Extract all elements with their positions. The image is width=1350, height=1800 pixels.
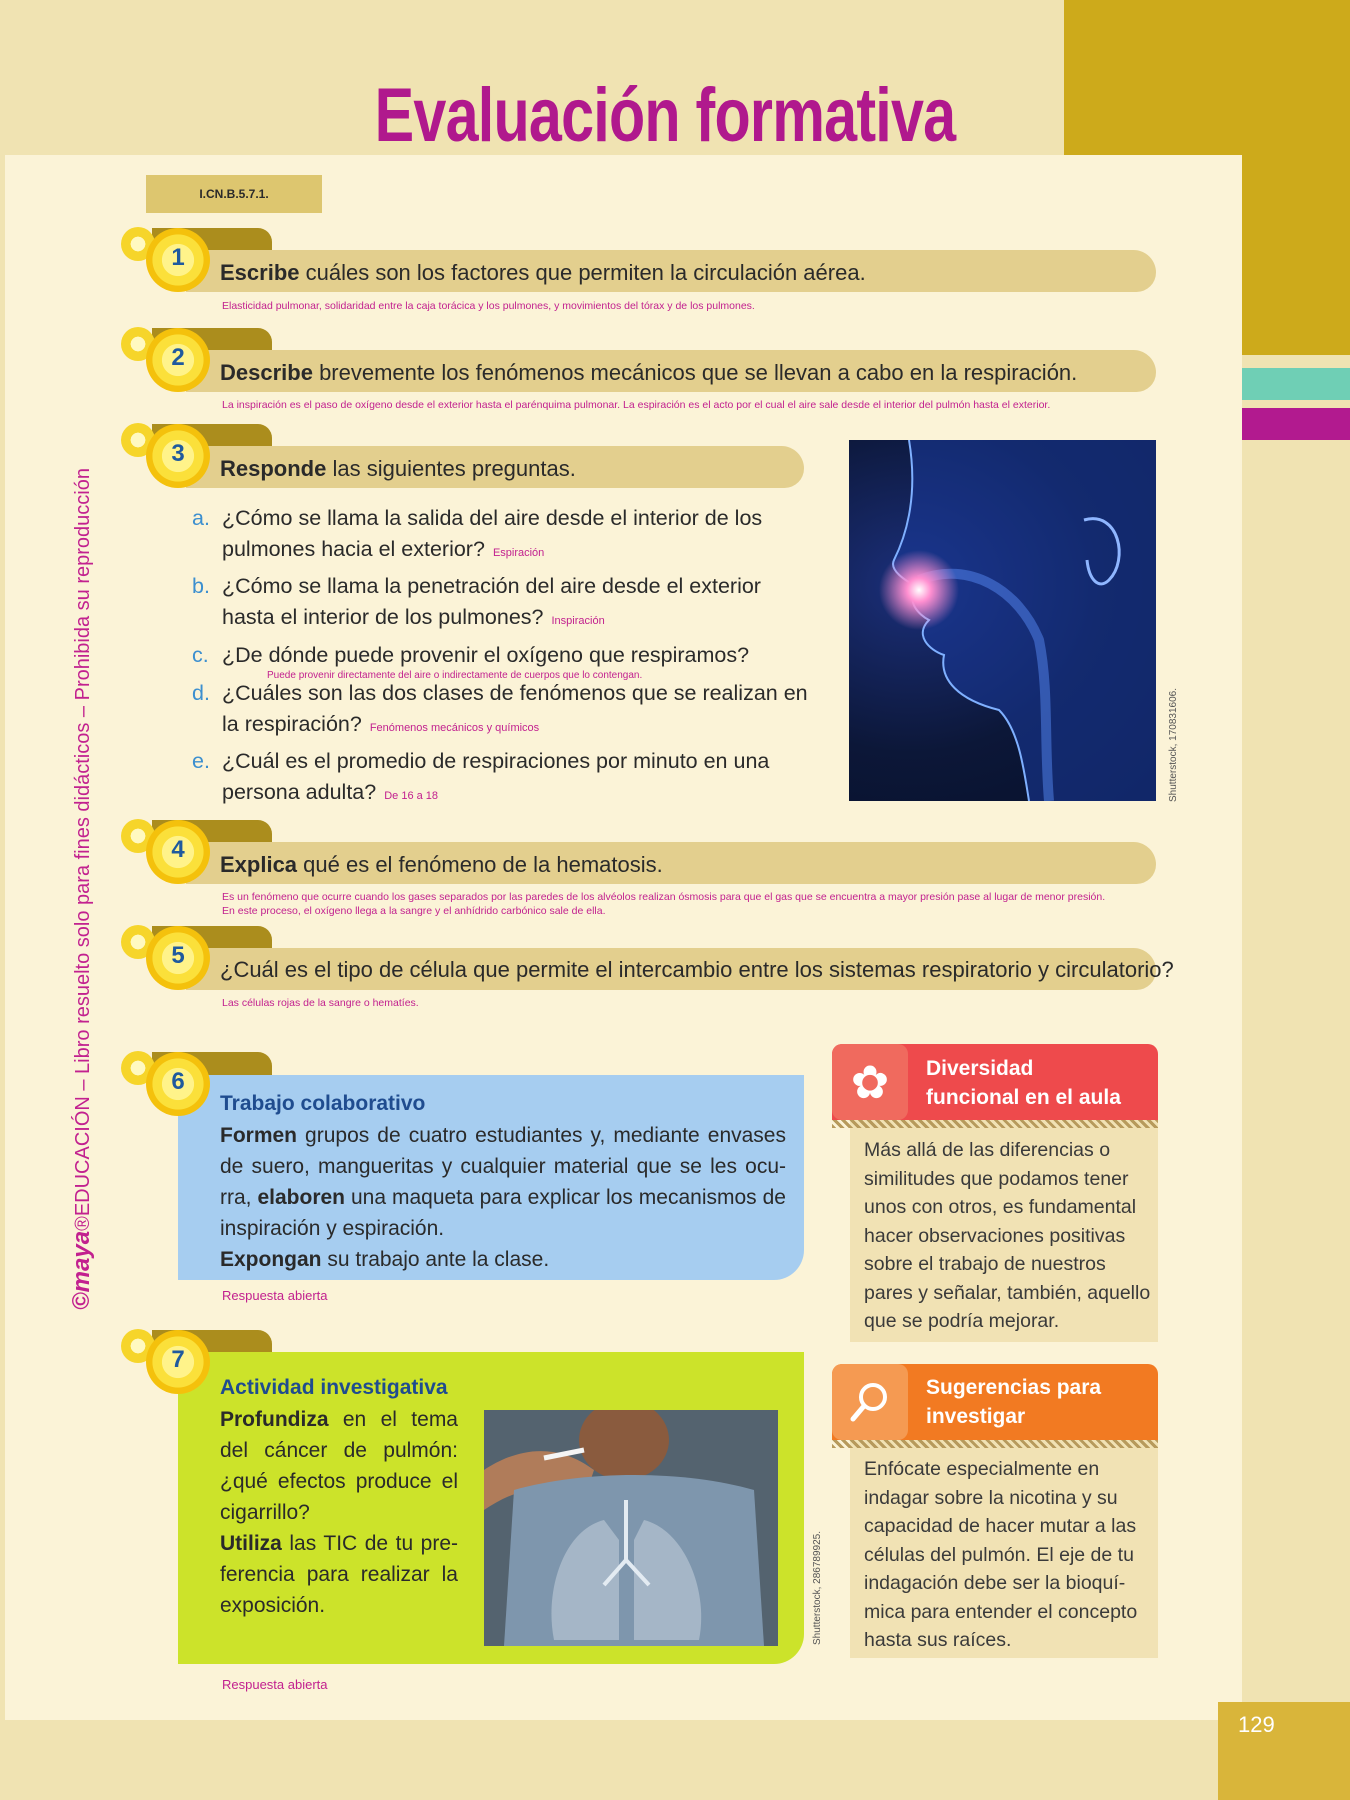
hatch-divider bbox=[832, 1120, 1158, 1128]
hatch-divider bbox=[832, 1440, 1158, 1448]
collab-verb: elaboren bbox=[257, 1186, 345, 1209]
answer-text: Elasticidad pulmonar, solidaridad entre la caja torácica y los pulmones, y movimientos del tórax y de los pulmones. bbox=[222, 300, 755, 312]
magnifier-glyph bbox=[847, 1379, 893, 1425]
diversity-body: Más allá de las diferencias o similitudes que podamos tener unos con otros, es fundamental hacer observaciones positivas sobre el trabajo de nuestros pares y señalar, también, aquello que se podría mejorar. bbox=[864, 1139, 1151, 1332]
collab-text: una maqueta para explicar los mecanismos de inspiración y espiración. bbox=[220, 1186, 786, 1240]
sub-line-end: persona adulta? bbox=[222, 780, 377, 804]
diversity-title-line: funcional en el aula bbox=[926, 1086, 1121, 1109]
question-text bbox=[220, 456, 576, 482]
collab-verb: Expongan bbox=[220, 1248, 322, 1271]
question-number: 2 bbox=[171, 344, 185, 371]
sub-line: ¿Cuáles son las dos clases de fenómenos que se realizan en bbox=[222, 681, 808, 705]
sub-question-b bbox=[192, 571, 822, 637]
suggestions-title-line: Sugerencias para bbox=[926, 1376, 1102, 1399]
smoker-xray-photo bbox=[484, 1410, 778, 1646]
sub-question-d bbox=[192, 678, 822, 744]
answer-text: Respuesta abierta bbox=[222, 1288, 328, 1303]
page-title: Evaluación formativa bbox=[374, 73, 956, 158]
question-text bbox=[220, 260, 866, 286]
question-verb: Describe bbox=[220, 360, 313, 385]
flower-icon: ✿ bbox=[832, 1044, 908, 1120]
sub-answer: De 16 a 18 bbox=[384, 790, 439, 802]
sub-line bbox=[222, 534, 822, 569]
sub-answer: Fenómenos mecánicos y químicos bbox=[369, 722, 540, 734]
photo-credit: Shutterstock, 286789925. bbox=[812, 1531, 823, 1645]
research-verb: Profundiza bbox=[220, 1408, 329, 1431]
answer-text: En este proceso, el oxígeno llega a la sangre y el anhídrido carbónico sale de ella. bbox=[222, 905, 606, 917]
sub-letter: c. bbox=[192, 643, 209, 667]
sub-line-end: pulmones hacia el exterior? bbox=[222, 537, 485, 561]
suggestions-body: Enfócate especialmente en indagar sobre la nicotina y su capacidad de hacer mutar a las células del pulmón. El eje de tu indagación debe ser la bioquí-mica para entender el concepto hasta sus raíces. bbox=[864, 1458, 1138, 1651]
research-verb: Utiliza bbox=[220, 1532, 282, 1555]
teal-stripe bbox=[1242, 368, 1350, 400]
research-heading: Actividad investigativa bbox=[220, 1376, 448, 1399]
collab-verb: Formen bbox=[220, 1124, 298, 1147]
suggestions-title-line: investigar bbox=[926, 1405, 1026, 1428]
brand-mark: ©maya bbox=[68, 1230, 95, 1310]
research-text: en el tema del cáncer de pulmón: ¿qué efectos produce el cigarrillo? bbox=[220, 1408, 458, 1524]
sub-letter: e. bbox=[192, 749, 210, 773]
breathing-illustration bbox=[849, 440, 1156, 801]
sub-line-end: la respiración? bbox=[222, 712, 362, 736]
question-rest: qué es el fenómeno de la hematosis. bbox=[297, 852, 663, 877]
question-number: 3 bbox=[171, 440, 185, 467]
sub-line bbox=[222, 777, 822, 812]
question-verb: Escribe bbox=[220, 260, 300, 285]
sub-answer: Inspiración bbox=[551, 615, 605, 627]
sub-line-end: hasta el interior de los pulmones? bbox=[222, 605, 544, 629]
sub-line: ¿Cuál es el promedio de respiraciones por minuto en una bbox=[222, 749, 770, 773]
research-text: las TIC de tu pre-ferencia para realizar la exposición. bbox=[220, 1532, 458, 1617]
sub-answer: Espiración bbox=[492, 547, 545, 559]
photo-credit: Shutterstock, 170831606. bbox=[1168, 688, 1179, 802]
sub-question-c bbox=[192, 640, 822, 671]
suggestions-title bbox=[926, 1373, 1101, 1431]
question-rest: cuáles son los factores que permiten la circulación aérea. bbox=[299, 260, 866, 285]
answer-text: Las células rojas de la sangre o hematíes. bbox=[222, 997, 419, 1009]
criteria-code: I.CN.B.5.7.1. bbox=[146, 175, 322, 213]
copyright-text: ®EDUCACIÓN – Libro resuelto solo para fines didácticos – Prohibida su reproducción bbox=[72, 468, 94, 1231]
question-number: 1 bbox=[171, 244, 185, 271]
question-text bbox=[220, 360, 1077, 386]
sub-letter: b. bbox=[192, 574, 210, 598]
question-number: 4 bbox=[171, 836, 185, 863]
diversity-title bbox=[926, 1054, 1121, 1112]
sub-letter: d. bbox=[192, 681, 210, 705]
sub-question-e bbox=[192, 746, 822, 812]
right-margin-strip bbox=[1242, 440, 1350, 1800]
breathing-photo bbox=[849, 440, 1156, 801]
collaborative-body bbox=[220, 1120, 786, 1275]
diversity-title-line: Diversidad bbox=[926, 1057, 1034, 1080]
sub-line bbox=[222, 709, 822, 744]
answer-text: La inspiración es el paso de oxígeno desde el exterior hasta el parénquima pulmonar. La espiración es el acto por el cual el aire sale desde el interior del pulmón hasta el exterior. bbox=[222, 399, 1051, 411]
answer-text: Respuesta abierta bbox=[222, 1677, 328, 1692]
question-text: ¿Cuál es el tipo de célula que permite el intercambio entre los sistemas respiratorio y circulatorio? bbox=[220, 957, 1174, 982]
sub-line: ¿Cómo se llama la salida del aire desde el interior de los bbox=[222, 506, 763, 530]
question-text bbox=[220, 852, 663, 878]
page-number: 129 bbox=[1238, 1712, 1275, 1737]
smoker-illustration bbox=[484, 1410, 778, 1646]
question-rest: las siguientes preguntas. bbox=[326, 456, 576, 481]
sub-line: ¿Cómo se llama la penetración del aire desde el exterior bbox=[222, 574, 761, 598]
question-verb: Explica bbox=[220, 852, 298, 877]
bottom-band bbox=[0, 1720, 1350, 1800]
sub-line: ¿De dónde puede provenir el oxígeno que respiramos? bbox=[222, 643, 750, 667]
question-rest: brevemente los fenómenos mecánicos que se llevan a cabo en la respiración. bbox=[312, 360, 1078, 385]
collaborative-heading: Trabajo colaborativo bbox=[220, 1092, 426, 1115]
question-number: 7 bbox=[171, 1346, 185, 1373]
question-number: 5 bbox=[171, 942, 185, 969]
answer-text: Es un fenómeno que ocurre cuando los gases separados por las paredes de los alvéolos realizan ósmosis para que el gas que se encuentra a mayor presión pase al lugar de menor presión. bbox=[222, 891, 1106, 903]
sub-line bbox=[222, 602, 822, 637]
question-verb: Responde bbox=[220, 456, 327, 481]
collab-text: grupos de cuatro estudiantes y, mediante envases de suero, mangueritas y cualquier material que se les ocu-rra, bbox=[220, 1124, 786, 1209]
question-number: 6 bbox=[171, 1068, 185, 1095]
magenta-stripe bbox=[1242, 408, 1350, 440]
collab-text: su trabajo ante la clase. bbox=[321, 1248, 550, 1271]
sub-question-a bbox=[192, 503, 822, 569]
sub-answer: Puede provenir directamente del aire o indirectamente de cuerpos que lo contengan. bbox=[267, 670, 643, 681]
magnifier-icon bbox=[832, 1364, 908, 1440]
side-copyright bbox=[68, 470, 96, 1310]
sub-letter: a. bbox=[192, 506, 210, 530]
research-body bbox=[220, 1404, 458, 1621]
